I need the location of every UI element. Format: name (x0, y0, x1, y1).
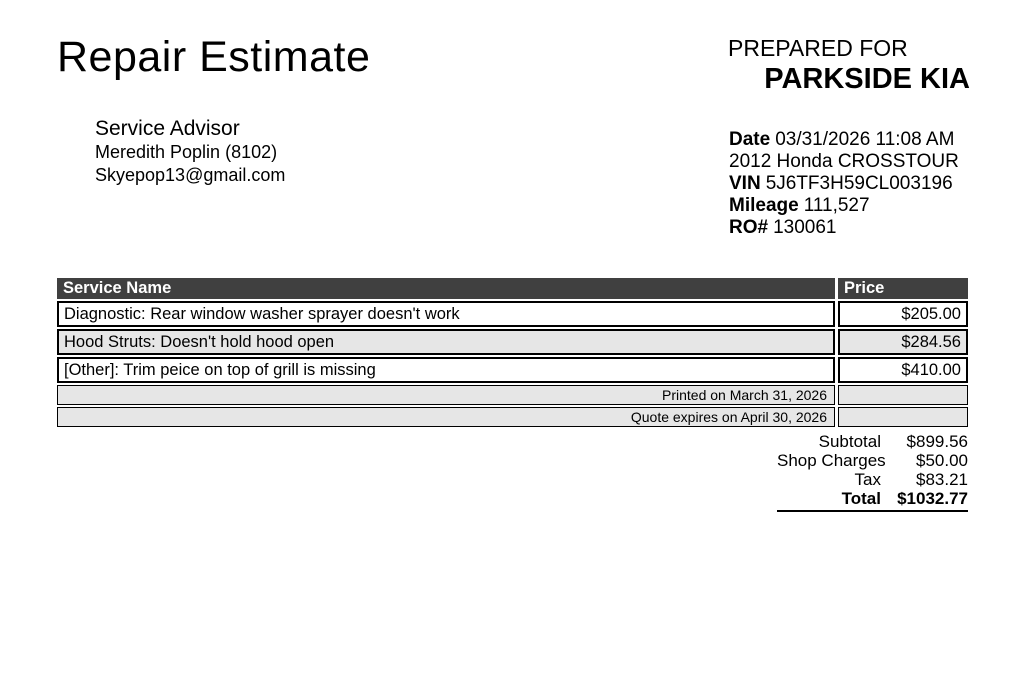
total-value: $1032.77 (897, 489, 968, 508)
shop-charges-row (777, 451, 968, 470)
page-title: Repair Estimate (57, 33, 371, 81)
price-cell: $410.00 (838, 357, 968, 383)
date-line (729, 129, 959, 151)
ro-line (729, 217, 959, 239)
prepared-for-block (728, 35, 970, 96)
mileage-value: 111,527 (803, 195, 870, 216)
service-advisor-heading: Service Advisor (95, 117, 240, 140)
price-cell: $284.56 (838, 329, 968, 355)
subtotal-row (777, 432, 968, 451)
service-name-cell: Hood Struts: Doesn't hold hood open (57, 329, 835, 355)
table-row (57, 357, 968, 383)
service-advisor-block (95, 116, 285, 187)
ro-value: 130061 (773, 217, 837, 238)
shop-charges-label: Shop Charges (777, 451, 886, 470)
shop-charges-value: $50.00 (916, 451, 968, 470)
tax-value: $83.21 (916, 470, 968, 489)
vin-line (729, 173, 959, 195)
customer-name: PARKSIDE KIA (764, 63, 970, 95)
subtotal-label: Subtotal (818, 432, 881, 451)
services-table (57, 278, 968, 427)
column-header-service-name: Service Name (57, 278, 835, 299)
mileage-line (729, 195, 959, 217)
subtotal-value: $899.56 (906, 432, 968, 451)
ro-label: RO# (729, 217, 769, 238)
service-advisor-email: Skyepop13@gmail.com (95, 165, 286, 185)
date-label: Date (729, 129, 771, 150)
empty-price-cell (838, 385, 968, 405)
table-header-row (57, 278, 968, 299)
table-row (57, 329, 968, 355)
tax-label: Tax (854, 470, 881, 489)
date-value: 03/31/2026 11:08 AM (775, 129, 955, 150)
printed-date-note: Printed on March 31, 2026 (57, 385, 835, 405)
totals-block (777, 432, 968, 512)
vehicle-info-block (729, 129, 959, 239)
column-header-price: Price (838, 278, 968, 299)
tax-row (777, 470, 968, 489)
printed-date-row (57, 385, 968, 405)
mileage-label: Mileage (729, 195, 799, 216)
vehicle-description: 2012 Honda CROSSTOUR (729, 151, 959, 172)
table-row (57, 301, 968, 327)
total-row (777, 489, 968, 512)
quote-expiry-note: Quote expires on April 30, 2026 (57, 407, 835, 427)
total-label: Total (841, 489, 881, 508)
price-cell: $205.00 (838, 301, 968, 327)
quote-expiry-row (57, 407, 968, 427)
prepared-for-label: PREPARED FOR (728, 35, 908, 61)
empty-price-cell (838, 407, 968, 427)
vin-value: 5J6TF3H59CL003196 (765, 173, 953, 194)
vin-label: VIN (729, 173, 761, 194)
service-advisor-name: Meredith Poplin (8102) (95, 142, 278, 162)
service-name-cell: Diagnostic: Rear window washer sprayer doesn't work (57, 301, 835, 327)
service-name-cell: [Other]: Trim peice on top of grill is missing (57, 357, 835, 383)
